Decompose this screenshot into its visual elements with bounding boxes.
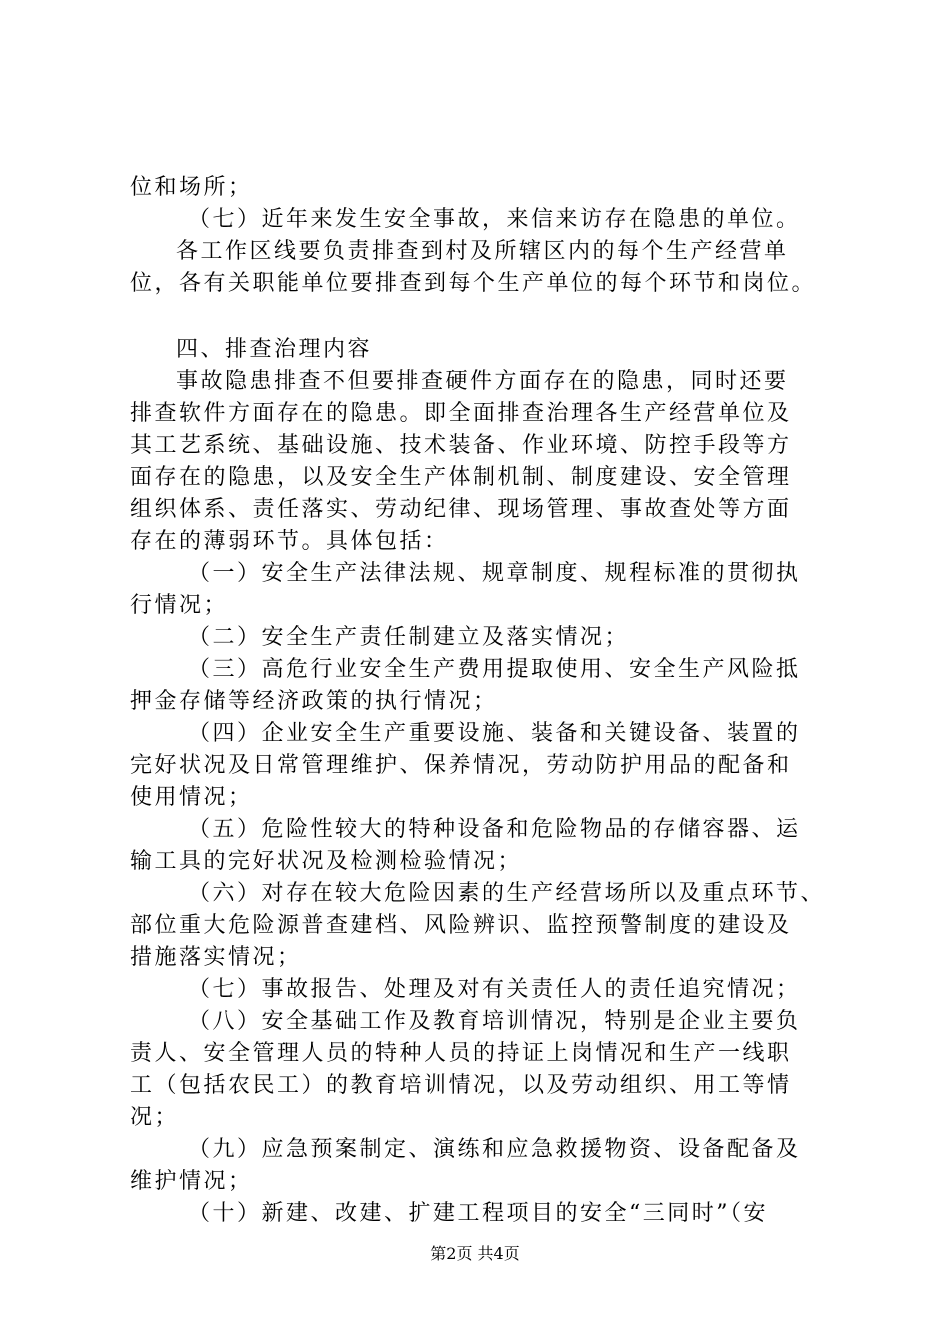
text-line: 位，各有关职能单位要排查到每个生产单位的每个环节和岗位。: [130, 271, 817, 296]
list-item: （三）高危行业安全生产费用提取使用、安全生产风险抵: [188, 657, 801, 682]
list-item: （一）安全生产法律法规、规章制度、规程标准的贯彻执: [188, 561, 801, 586]
text-line: 部位重大危险源普查建档、风险辨识、监控预警制度的建设及: [130, 913, 792, 938]
paragraph-gap: [130, 300, 830, 334]
text-line: 其工艺系统、基础设施、技术装备、作业环境、防控手段等方: [130, 433, 792, 458]
list-item: （七）事故报告、处理及对有关责任人的责任追究情况；: [188, 977, 801, 1002]
list-item: （二）安全生产责任制建立及落实情况；: [188, 625, 630, 650]
text-line: 事故隐患排查不但要排查硬件方面存在的隐患，同时还要: [176, 369, 789, 394]
text-line: 工（包括农民工）的教育培训情况，以及劳动组织、用工等情: [130, 1073, 792, 1098]
text-line: 使用情况；: [130, 785, 253, 810]
text-line: 行情况；: [130, 593, 229, 618]
text-line: 措施落实情况；: [130, 945, 302, 970]
text-line: 位和场所；: [130, 175, 253, 200]
list-item: （八）安全基础工作及教育培训情况，特别是企业主要负: [188, 1009, 801, 1034]
text-line: 完好状况及日常管理维护、保养情况，劳动防护用品的配备和: [130, 753, 792, 778]
text-line: 组织体系、责任落实、劳动纪律、现场管理、事故查处等方面: [130, 497, 792, 522]
text-line: 存在的薄弱环节。具体包括：: [130, 529, 449, 554]
document-body: [130, 172, 830, 1230]
list-item: （四）企业安全生产重要设施、装备和关键设备、装置的: [188, 721, 801, 746]
text-line: （七）近年来发生安全事故，来信来访存在隐患的单位。: [188, 207, 801, 232]
list-item: （九）应急预案制定、演练和应急救援物资、设备配备及: [188, 1137, 801, 1162]
text-line: 责人、安全管理人员的特种人员的持证上岗情况和生产一线职: [130, 1041, 792, 1066]
text-line: 各工作区线要负责排查到村及所辖区内的每个生产经营单: [176, 239, 789, 264]
list-item: （六）对存在较大危险因素的生产经营场所以及重点环节、: [188, 881, 826, 906]
section-heading: 四、排查治理内容: [176, 337, 373, 362]
list-item: （五）危险性较大的特种设备和危险物品的存储容器、运: [188, 817, 801, 842]
text-line: 排查软件方面存在的隐患。即全面排查治理各生产经营单位及: [130, 401, 792, 426]
list-item: （十）新建、改建、扩建工程项目的安全“三同时”（安: [188, 1201, 768, 1226]
text-line: 押金存储等经济政策的执行情况；: [130, 689, 498, 714]
text-line: 维护情况；: [130, 1169, 253, 1194]
text-line: 况；: [130, 1105, 180, 1130]
text-line: 面存在的隐患，以及安全生产体制机制、制度建设、安全管理: [130, 465, 792, 490]
text-line: 输工具的完好状况及检测检验情况；: [130, 849, 523, 874]
page-number: 第2页 共4页: [430, 1244, 520, 1263]
